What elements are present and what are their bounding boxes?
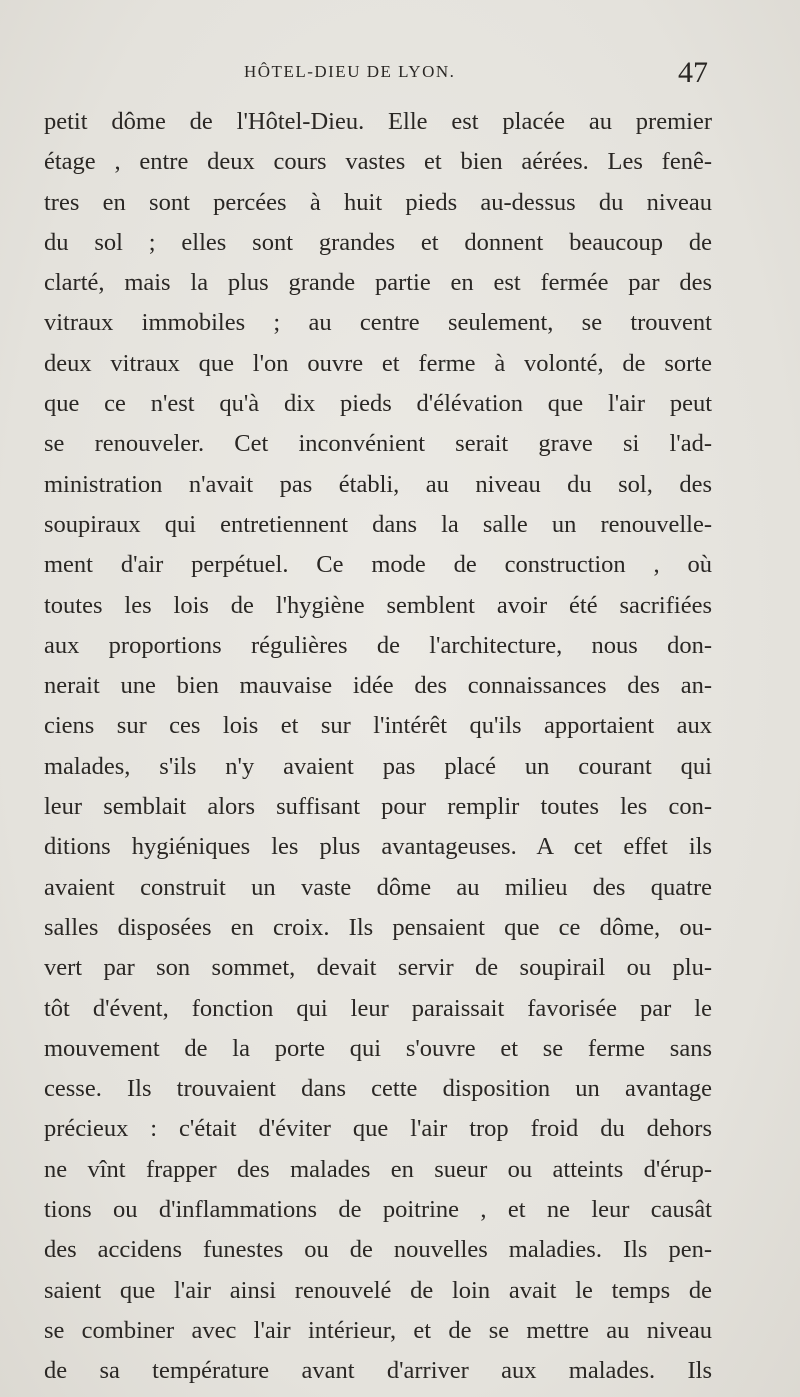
text-line: cesse. Ils trouvaient dans cette disposition un avantage [44,1075,712,1103]
text-line: étage , entre deux cours vastes et bien aérées. Les fenê- [44,148,712,176]
text-line: malades, s'ils n'y avaient pas placé un courant qui [44,752,712,780]
text-line: ditions hygiéniques les plus avantageuses. A cet effet ils [44,833,712,861]
text-line: ne vînt frapper des malades en sueur ou atteints d'érup- [44,1155,712,1183]
text-line: de sa température avant d'arriver aux malades. Ils [44,1357,712,1385]
text-line: soupiraux qui entretiennent dans la salle un renouvelle- [44,510,712,538]
text-line: des accidens funestes ou de nouvelles maladies. Ils pen- [44,1236,712,1264]
text-line: ciens sur ces lois et sur l'intérêt qu'ils apportaient aux [44,712,712,740]
text-line: vert par son sommet, devait servir de soupirail ou plu- [44,954,712,982]
text-line: aux proportions régulières de l'architecture, nous don- [44,631,712,659]
text-line: ministration n'avait pas établi, au niveau du sol, des [44,470,712,498]
text-line: tres en sont percées à huit pieds au-dessus du niveau [44,188,712,216]
text-line: deux vitraux que l'on ouvre et ferme à volonté, de sorte [44,349,712,377]
text-line: se combiner avec l'air intérieur, et de se mettre au niveau [44,1316,712,1344]
text-line: petit dôme de l'Hôtel-Dieu. Elle est placée au premier [44,108,712,135]
running-head [0,56,800,100]
text-line: ment d'air perpétuel. Ce mode de construction , où [44,551,712,579]
running-title: HÔTEL-DIEU DE LYON. [244,62,456,81]
text-line: précieux : c'était d'éviter que l'air trop froid du dehors [44,1115,712,1143]
text-line: tions ou d'inflammations de poitrine , et ne leur causât [44,1196,712,1224]
text-line: leur semblait alors suffisant pour remplir toutes les con- [44,793,712,821]
text-line: que ce n'est qu'à dix pieds d'élévation que l'air peut [44,390,712,418]
text-line: saient que l'air ainsi renouvelé de loin avait le temps de [44,1276,712,1304]
text-line: vitraux immobiles ; au centre seulement, se trouvent [44,309,712,337]
text-line: toutes les lois de l'hygiène semblent avoir été sacrifiées [44,591,712,619]
page-number: 47 [678,56,708,89]
text-line: clarté, mais la plus grande partie en est fermée par des [44,269,712,297]
text-line: salles disposées en croix. Ils pensaient que ce dôme, ou- [44,913,712,941]
text-line: du sol ; elles sont grandes et donnent beaucoup de [44,228,712,256]
body-text [44,102,712,1392]
text-line: mouvement de la porte qui s'ouvre et se ferme sans [44,1034,712,1062]
text-line: nerait une bien mauvaise idée des connaissances des an- [44,672,712,700]
text-line: tôt d'évent, fonction qui leur paraissait favorisée par le [44,994,712,1022]
text-line: se renouveler. Cet inconvénient serait grave si l'ad- [44,430,712,458]
text-line: avaient construit un vaste dôme au milieu des quatre [44,873,712,901]
